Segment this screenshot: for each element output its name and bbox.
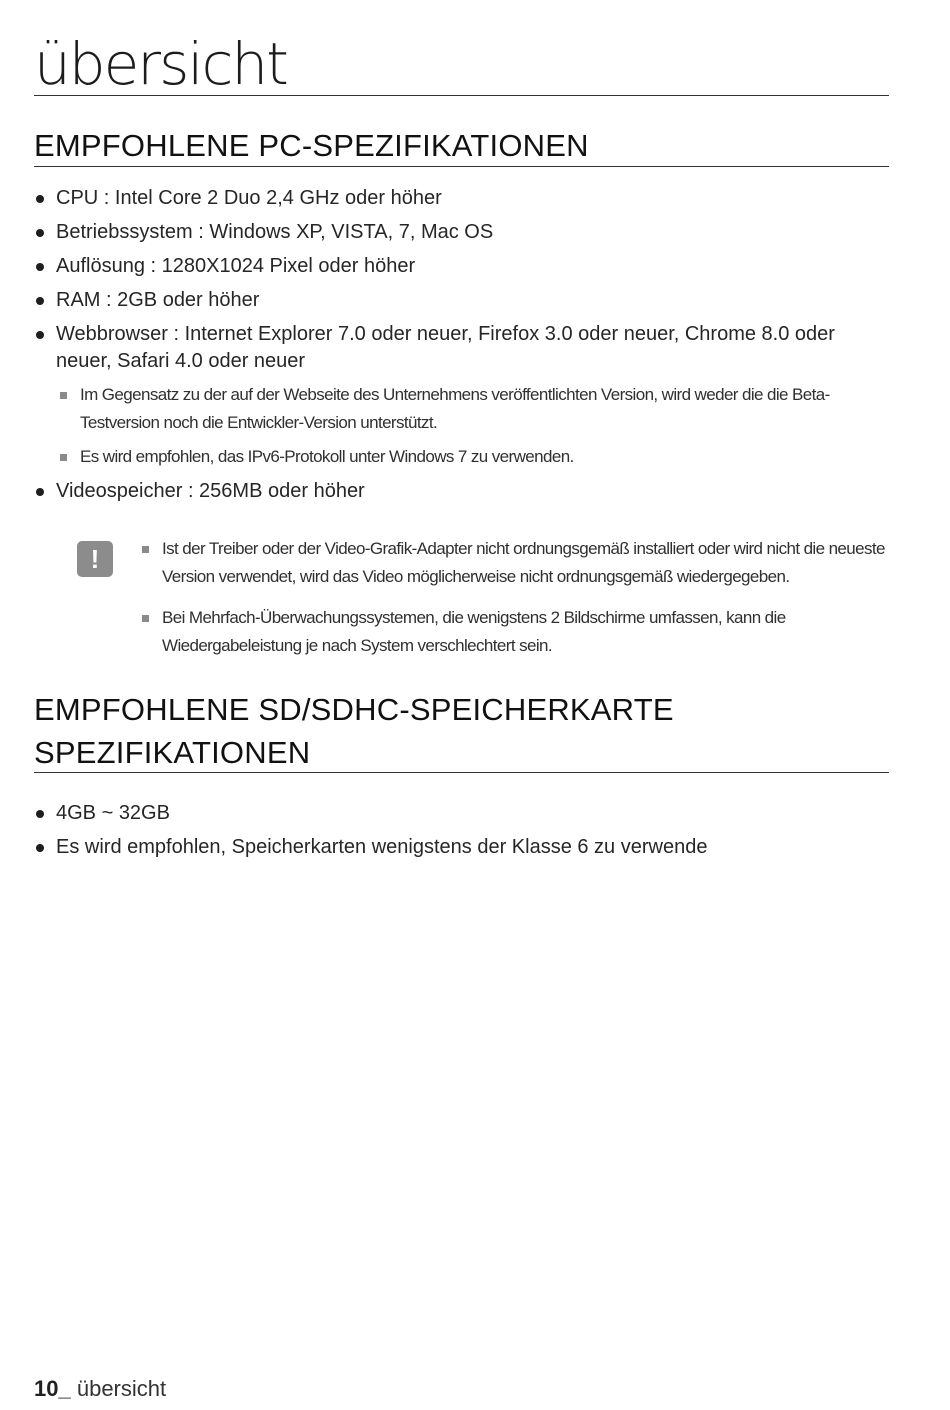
square-bullet-icon	[60, 454, 67, 461]
browser-note-text: Im Gegensatz zu der auf der Webseite des Unternehmens veröffentlichten Version, wird weder die die Beta-Testversion noch die Entwickler-Version unterstützt.	[80, 385, 830, 432]
list-item-class	[34, 834, 889, 861]
list-item-ram	[34, 287, 889, 314]
page-number-separator: _	[58, 1376, 71, 1401]
notice-text: Bei Mehrfach-Überwachungssystemen, die wenigstens 2 Bildschirme umfassen, kann die Wiedergabeleistung je nach System verschlechtert sein.	[162, 608, 786, 655]
pc-spec-list	[34, 185, 889, 512]
section-title-sd-line1: EMPFOHLENE SD/SDHC-SPEICHERKARTE	[34, 692, 674, 727]
chapter-divider	[34, 95, 889, 96]
list-item-browser	[34, 321, 889, 471]
list-item-video-memory	[34, 478, 889, 505]
bullet-icon	[36, 331, 44, 339]
chapter-title: übersicht	[34, 30, 287, 98]
section-divider-pc-specs	[34, 166, 889, 167]
manual-page	[34, 0, 889, 1410]
sd-class-text: Es wird empfohlen, Speicherkarten wenigstens der Klasse 6 zu verwende	[56, 836, 708, 858]
spec-cpu-text: CPU : Intel Core 2 Duo 2,4 GHz oder höher	[56, 187, 442, 209]
spec-os-text: Betriebssystem : Windows XP, VISTA, 7, Mac OS	[56, 221, 494, 243]
bullet-icon	[36, 844, 44, 852]
browser-note-item	[56, 381, 889, 437]
section-divider-sd	[34, 772, 889, 773]
page-number: 10	[34, 1376, 59, 1401]
bullet-icon	[36, 488, 44, 496]
list-item-os	[34, 219, 889, 246]
spec-video-memory-text: Videospeicher : 256MB oder höher	[56, 480, 365, 502]
browser-note-item	[56, 443, 889, 471]
sd-spec-list	[34, 800, 889, 868]
spec-browser-text: Webbrowser : Internet Explorer 7.0 oder neuer, Firefox 3.0 oder neuer, Chrome 8.0 oder neuer, Safari 4.0 oder neuer	[56, 323, 835, 372]
spec-ram-text: RAM : 2GB oder höher	[56, 289, 260, 311]
bullet-icon	[36, 195, 44, 203]
warning-symbol: !	[90, 544, 100, 574]
footer-label: übersicht	[70, 1376, 167, 1401]
browser-notes-list	[56, 381, 889, 471]
bullet-icon	[36, 263, 44, 271]
square-bullet-icon	[60, 392, 67, 399]
bullet-icon	[36, 810, 44, 818]
list-item-cpu	[34, 185, 889, 212]
bullet-icon	[36, 297, 44, 305]
sd-capacity-text: 4GB ~ 32GB	[56, 802, 170, 824]
page-footer	[34, 1374, 166, 1404]
notice-item	[138, 604, 898, 660]
section-title-pc-specs: EMPFOHLENE PC-SPEZIFIKATIONEN	[34, 128, 589, 163]
bullet-icon	[36, 229, 44, 237]
square-bullet-icon	[142, 546, 149, 553]
list-item-resolution	[34, 253, 889, 280]
notice-list	[138, 535, 898, 673]
notice-text: Ist der Treiber oder der Video-Grafik-Adapter nicht ordnungsgemäß installiert oder wird nicht die neueste Version verwendet, wird das Video möglicherweise nicht ordnungsgemäß wiedergegeben.	[162, 539, 885, 586]
list-item-capacity	[34, 800, 889, 827]
warning-icon	[77, 541, 113, 577]
square-bullet-icon	[142, 615, 149, 622]
spec-resolution-text: Auflösung : 1280X1024 Pixel oder höher	[56, 255, 416, 277]
browser-note-text: Es wird empfohlen, das IPv6-Protokoll unter Windows 7 zu verwenden.	[80, 447, 574, 466]
notice-item	[138, 535, 898, 591]
section-title-sd-line2: SPEZIFIKATIONEN	[34, 735, 311, 770]
notice-box	[34, 535, 889, 665]
